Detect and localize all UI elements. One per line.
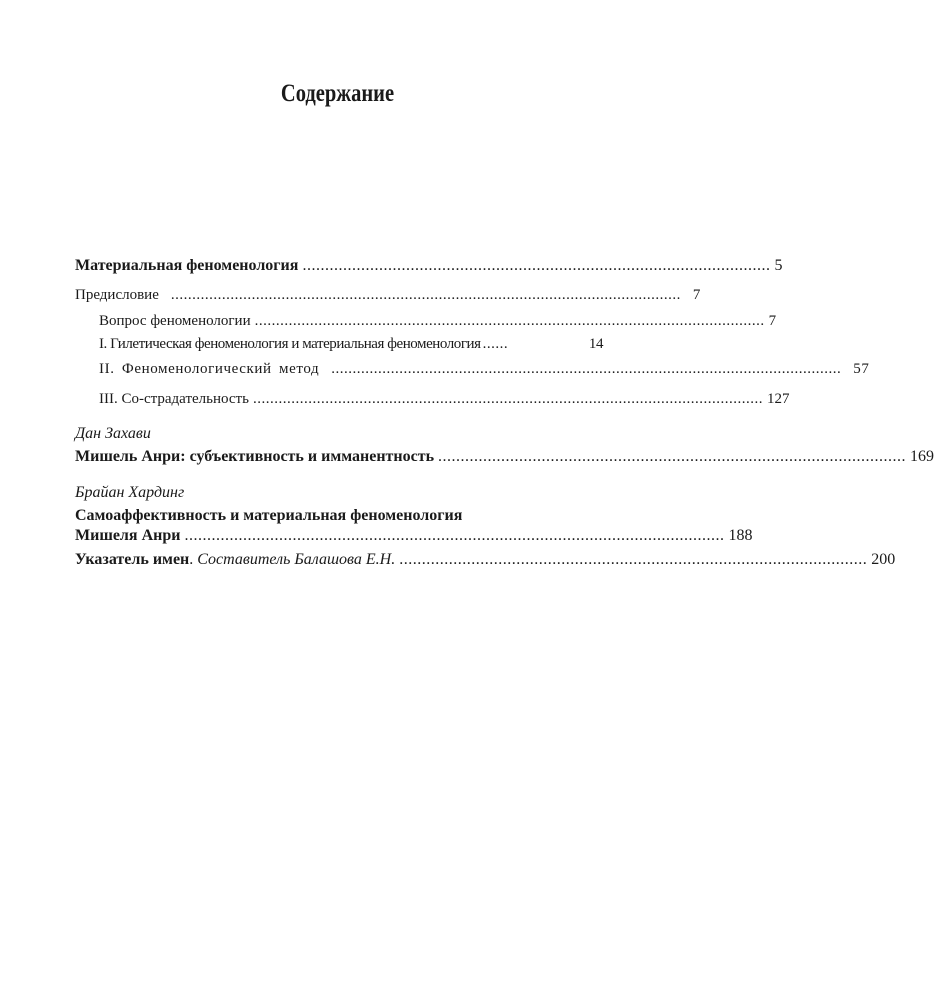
toc-entry-label: III. Со-страдательность (99, 391, 249, 407)
toc-entry-material-phenomenology[interactable] (75, 256, 783, 276)
index-label: Указатель имен (75, 551, 190, 568)
toc-entry-label: I. Гилетическая феноменология и материальная феноменология (99, 336, 481, 352)
toc-entry-harding-line1[interactable]: Самоаффективность и материальная феноменология (75, 507, 463, 524)
toc-page-number: 14 (588, 336, 603, 352)
toc-entry-method[interactable] (99, 359, 870, 379)
toc-page-number: 7 (768, 313, 777, 329)
toc-entry-question[interactable] (99, 311, 777, 331)
leader-dots: ........................................................................................................ (399, 551, 868, 568)
author-harding: Брайан Хардинг (75, 484, 185, 501)
index-separator: . (189, 551, 194, 568)
leader-dots: ........................................................................................................................ (170, 287, 681, 303)
toc-entry-harding[interactable] (75, 526, 753, 546)
toc-entry-compassion[interactable] (99, 389, 790, 409)
toc-entry-label (75, 550, 395, 570)
toc-page-number: 169 (910, 448, 934, 465)
toc-page-number: 5 (774, 257, 783, 274)
toc-entry-label: Материальная феноменология (75, 257, 299, 274)
toc-entry-preface[interactable] (75, 285, 701, 305)
toc-page-number: 200 (871, 551, 896, 568)
leader-dots: ...... (482, 336, 509, 352)
toc-page-number: 57 (853, 361, 870, 377)
leader-dots: ........................................................................................................................ (254, 313, 765, 329)
leader-dots: ........................................................................................................................ (252, 391, 763, 407)
toc-entry-label: Мишель Анри: субъективность и имманентность (75, 448, 435, 465)
author-zahavi: Дан Захави (75, 425, 151, 442)
leader-dots: ........................................................................................................ (438, 448, 907, 465)
toc-entry-label: Мишеля Анри (75, 527, 181, 544)
toc-entry-label: Предисловие (75, 287, 159, 303)
toc-entry-zahavi[interactable] (75, 447, 934, 467)
page-title: Содержание (280, 80, 395, 107)
toc-page-number: 127 (766, 391, 790, 407)
leader-dots: ........................................................................................................ (302, 257, 771, 274)
toc-entry-hyletic[interactable] (99, 334, 603, 354)
index-compiler: Составитель Балашова Е.Н. (197, 551, 396, 568)
toc-entry-label: II. Феноменологический метод (99, 361, 320, 377)
toc-page-number: 7 (692, 287, 701, 303)
leader-dots: ........................................................................................................................ (331, 361, 842, 377)
toc-page-number: 188 (728, 527, 753, 544)
toc-entry-label: Вопрос феноменологии (99, 313, 251, 329)
toc-entry-index[interactable] (75, 550, 896, 570)
leader-dots: ........................................................................................................................ (184, 527, 725, 544)
